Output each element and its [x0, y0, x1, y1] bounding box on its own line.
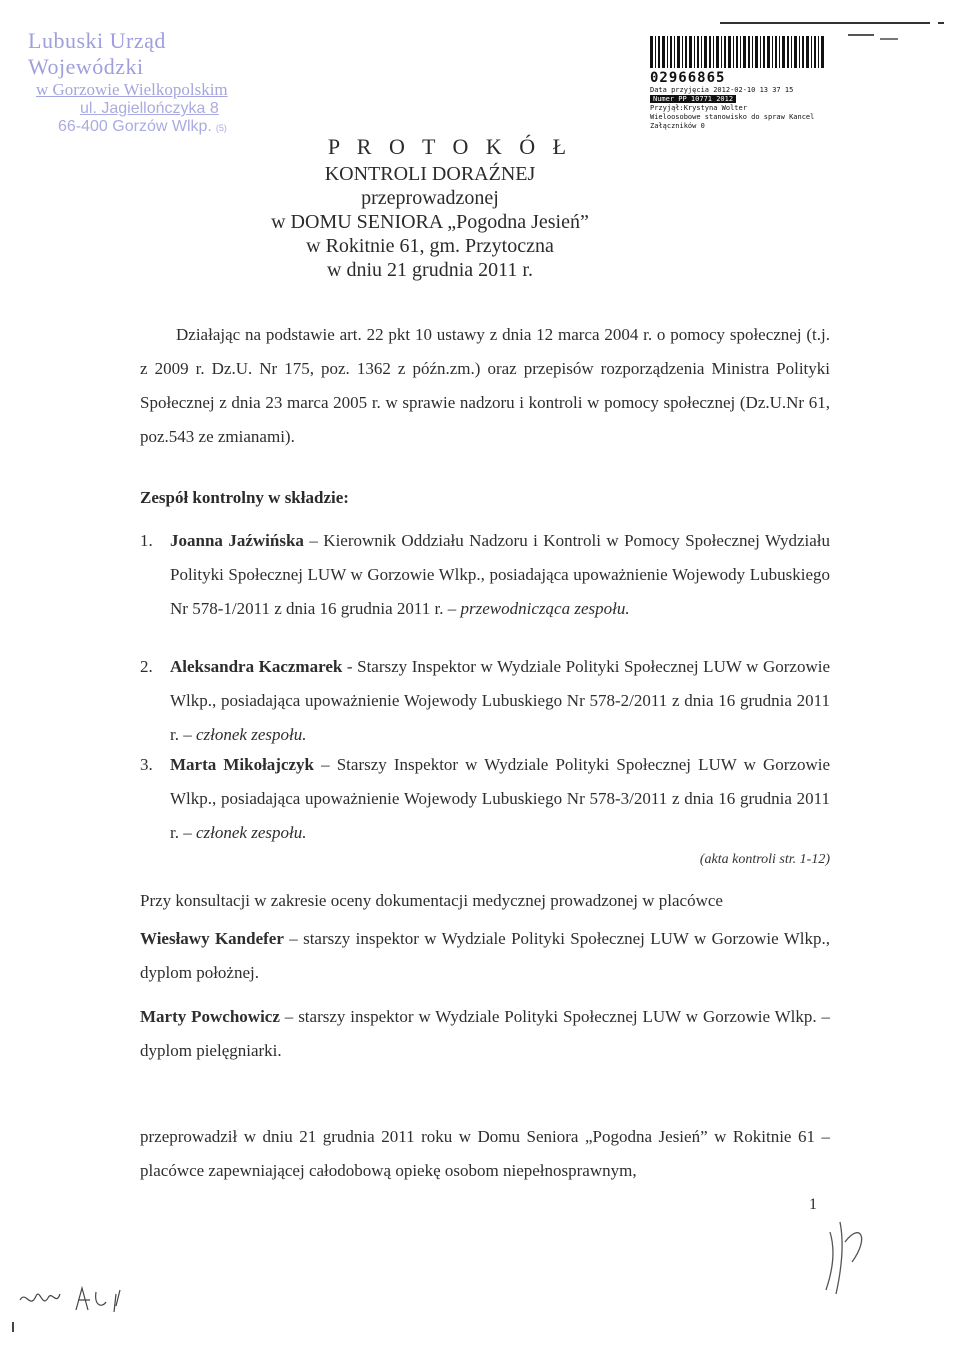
team-list: [140, 524, 830, 626]
member-role: członek zespołu.: [195, 725, 307, 744]
list-item: [140, 524, 830, 626]
registry-label: [650, 36, 890, 131]
title-line-6: w dniu 21 grudnia 2011 r.: [327, 259, 533, 281]
consult-desc-2: – starszy inspektor w Wydziale Polityki Społecznej LUW w Gorzowie Wlkp. – dyplom pielęgniarki.: [140, 1007, 830, 1060]
consult-person-1: [140, 922, 830, 990]
registry-numer: [650, 95, 890, 104]
member-role: przewodnicząca zespołu.: [460, 599, 630, 618]
list-number: 2.: [140, 657, 153, 676]
stamp-line-3: ul. Jagiellończyka 8: [80, 100, 219, 117]
registry-position: Wieloosobowe stanowisko do spraw Kancel: [650, 113, 815, 121]
barcode-icon: [650, 36, 828, 68]
stamp-line-2: w Gorzowie Wielkopolskim: [36, 80, 228, 99]
intro-paragraph: Działając na podstawie art. 22 pkt 10 ustawy z dnia 12 marca 2004 r. o pomocy społecznej (t.j. z 2009 r. Dz.U. Nr 175, poz. 1362 z późn.zm.) oraz przepisów rozporządzenia Ministra Polityki Społecznej z dnia 23 marca 2005 r. w sprawie nadzoru i kontroli w pomocy społecznej (Dz.U.Nr 61, poz.543 ze zmianami).: [140, 325, 830, 446]
title-line-5: w Rokitnie 61, gm. Przytoczna: [306, 235, 554, 257]
office-stamp: [28, 28, 268, 136]
registry-number: 02966865: [650, 70, 726, 86]
title-line-4: w DOMU SENIORA „Pogodna Jesień”: [271, 211, 589, 233]
member-desc: - Starszy Inspektor w Wydziale Polityki Społecznej LUW w Gorzowie Wlkp., posiadająca upoważnienie Wojewody Lubuskiego Nr 578-2/2011 z dnia 16 grudnia 2011 r. –: [170, 657, 830, 744]
initials-icon: [16, 1282, 136, 1322]
consult-intro: Przy konsultacji w zakresie oceny dokumentacji medycznej prowadzonej w placówce: [140, 891, 723, 910]
consult-desc-1: – starszy inspektor w Wydziale Polityki Społecznej LUW w Gorzowie Wlkp., dyplom położnej.: [140, 929, 830, 982]
member-name: Joanna Jaźwińska: [170, 531, 304, 550]
registry-received-by: Przyjął:Krystyna Wolter: [650, 104, 747, 112]
registry-attachments: Załączników 0: [650, 122, 705, 130]
team-heading: Zespół kontrolny w składzie:: [140, 488, 349, 507]
closing-paragraph: przeprowadził w dniu 21 grudnia 2011 roku w Domu Seniora „Pogodna Jesień” w Rokitnie 61 – placówce zapewniającej całodobową opiekę osobom niepełnosprawnym,: [140, 1127, 830, 1180]
member-name: Aleksandra Kaczmarek: [170, 657, 343, 676]
stamp-postal: 66-400 Gorzów Wlkp.: [58, 118, 212, 135]
list-item: [140, 748, 830, 850]
list-item: [140, 650, 830, 752]
title-line-3: przeprowadzonej: [361, 187, 499, 209]
signature-icon: [800, 1212, 880, 1302]
consult-name-2: Marty Powchowicz: [140, 1007, 280, 1026]
akta-reference: (akta kontroli str. 1-12): [699, 852, 830, 867]
consult-person-2: [140, 1000, 830, 1068]
title-line-1: P R O T O K Ó Ł: [327, 134, 573, 159]
stamp-extra: (5): [215, 123, 227, 133]
consult-name-1: Wiesławy Kandefer: [140, 929, 284, 948]
document-title: [0, 132, 860, 282]
list-number: 3.: [140, 755, 153, 774]
member-role: członek zespołu.: [195, 823, 307, 842]
team-list: [140, 748, 830, 850]
top-rule: [720, 22, 930, 24]
member-name: Marta Mikołajczyk: [170, 755, 315, 774]
page-number: 1: [809, 1196, 817, 1213]
member-desc: – Starszy Inspektor w Wydziale Polityki Społecznej LUW w Gorzowie Wlkp., posiadająca upoważnienie Wojewody Lubuskiego Nr 578-3/2011 z dnia 16 grudnia 2011 r. –: [170, 755, 831, 842]
corner-mark: [938, 22, 944, 24]
margin-mark: [12, 1322, 14, 1332]
registry-numer-label: Numer PP 10771 2012: [650, 95, 736, 103]
member-desc: – Kierownik Oddziału Nadzoru i Kontroli w Pomocy Społecznej Wydziału Polityki Społecznej LUW w Gorzowie Wlkp., posiadająca upoważnienie Wojewody Lubuskiego Nr 578-1/2011 z dnia 16 grudnia 2011 r. –: [170, 531, 830, 618]
registry-date: Data przyjęcia 2012-02-10 13 37 15: [650, 86, 794, 94]
list-number: 1.: [140, 531, 153, 550]
team-list: [140, 650, 830, 752]
title-line-2: KONTROLI DORAŹNEJ: [324, 163, 536, 185]
stamp-line-1: Lubuski Urząd Wojewódzki: [28, 28, 166, 79]
